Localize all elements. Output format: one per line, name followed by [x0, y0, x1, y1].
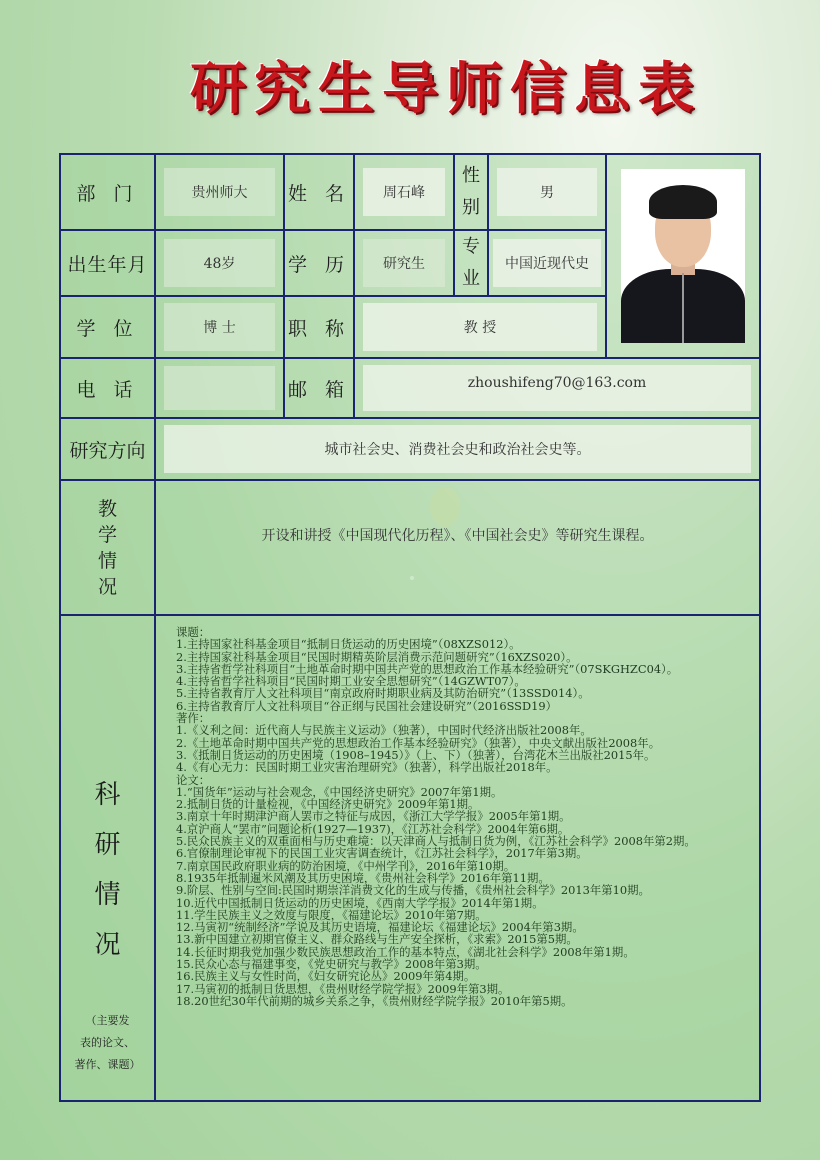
education-value: 研究生: [363, 239, 445, 287]
science-label-char: 情: [94, 880, 121, 910]
birth-value: 48岁: [164, 239, 275, 287]
paper-item: 11.学生民族主义之效度与限度，《福建论坛》2010年第7期。: [176, 907, 487, 922]
teaching-label-char: 况: [97, 575, 117, 598]
email-value: zhoushifeng70@163.com: [363, 365, 751, 411]
paper-item: 6.官僚制理论审视下的民国工业灾害调查统计，《江苏社会科学》，2017年第3期。: [176, 846, 588, 861]
phone-value: [164, 366, 275, 410]
research-direction-label: 研究方向: [60, 418, 155, 480]
title-cell: [354, 296, 606, 358]
teaching-label-char: 学: [97, 523, 117, 546]
photo-cell: [606, 154, 760, 358]
title-label: 职 称: [284, 296, 354, 358]
department-value: 贵州师大: [164, 168, 275, 216]
teaching-value: 开设和讲授《中国现代化历程》、《中国社会史》等研究生课程。: [155, 480, 760, 615]
major-value: 中国近现代史: [493, 239, 601, 287]
science-label-char: 科: [94, 780, 121, 810]
book-item: 4.《有心无力：民国时期工业灾害治理研究》（独著），科学出版社2018年。: [176, 760, 558, 775]
gender-label: [454, 154, 488, 230]
science-label: [60, 615, 155, 1101]
project-item: 3.主持省哲学社科项目“土地革命时期中国共产党的思想政治工作基本经验研究”（07SKGHZC04）。: [176, 661, 679, 676]
phone-label: 电 话: [60, 358, 155, 418]
project-item: 4.主持省哲学社科项目“民国时期工业安全思想研究”（14GZWT07）。: [176, 674, 526, 689]
paper-item: 3.南京十年时期津沪商人罢市之特征与成因，《浙江大学学报》2005年第1期。: [176, 809, 571, 824]
projects-list: [176, 638, 745, 712]
department-label: 部 门: [60, 154, 155, 230]
project-item: 5.主持省教育厅人文社科项目“南京政府时期职业病及其防治研究”（13SSD014）。: [176, 686, 590, 701]
project-item: 1.主持国家社科基金项目“抵制日货运动的历史困境”（08XZS012）。: [176, 637, 521, 652]
degree-value: 博 士: [164, 303, 275, 351]
teaching-label-char: 教: [97, 497, 117, 520]
paper-item: 10.近代中国抵制日货运动的历史困境，《西南大学学报》2014年第1期。: [176, 895, 544, 910]
science-content: [155, 615, 760, 1101]
paper-item: 1.“国货年”运动与社会观念，《中国经济史研究》2007年第1期。: [176, 784, 503, 799]
projects-heading: 课题：: [176, 625, 211, 639]
email-label: 邮 箱: [284, 358, 354, 418]
science-note-line: 表的论文、: [80, 1036, 135, 1049]
project-item: 2.主持国家社科基金项目“民国时期精英阶层消费示范问题研究”（16XZS020）。: [176, 649, 578, 664]
books-list: [176, 724, 745, 773]
degree-cell: [155, 296, 284, 358]
science-note-line: 著作、课题）: [74, 1058, 141, 1071]
major-cell: [488, 230, 606, 296]
degree-label: 学 位: [60, 296, 155, 358]
paper-item: 5.民众民族主义的双重面相与历史难境：以天津商人与抵制日货为例，《江苏社会科学》2008年第2期。: [176, 834, 696, 849]
gender-label-line2: 别: [462, 197, 480, 218]
education-label: 学 历: [284, 230, 354, 296]
advisor-photo: [621, 169, 745, 343]
teaching-label-char: 情: [97, 549, 117, 572]
science-label-char: 研: [94, 830, 121, 860]
book-item: 3.《抵制日货运动的历史困境（1908–1945）》（上、下）（独著），台湾花木兰出版社2015年。: [176, 747, 656, 762]
paper-item: 9.阶层、性别与空间:民国时期崇洋消费文化的生成与传播，《贵州社会科学》2013年第10期。: [176, 883, 650, 898]
gender-cell: [488, 154, 606, 230]
paper-item: 4.京沪商人“罢市”问题论析(1927—1937)，《江苏社会科学》2004年第6期。: [176, 821, 570, 836]
page-title: 研究生导师信息表: [190, 57, 702, 122]
paper-item: 17.马寅初的抵制日货思想，《贵州财经学院学报》2009年第3期。: [176, 981, 510, 996]
papers-list: [176, 786, 745, 1007]
department-cell: [155, 154, 284, 230]
name-cell: [354, 154, 454, 230]
name-value: 周石峰: [363, 168, 445, 216]
paper-item: 16.民族主义与女性时尚，《妇女研究论丛》2009年第4期。: [176, 969, 476, 984]
paper-item: 12.马寅初“统制经济”学说及其历史语境，福建论坛《福建论坛》2004年第3期。: [176, 920, 584, 935]
title-value: 教 授: [363, 303, 597, 351]
research-direction-value: 城市社会史、消费社会史和政治社会史等。: [164, 425, 751, 473]
major-label-line1: 专: [462, 236, 480, 257]
major-label: [454, 230, 488, 296]
books-heading: 著作：: [176, 711, 211, 726]
paper-item: 14.长征时期我党加强少数民族思想政治工作的基本特点，《湖北社会科学》2008年第1期。: [176, 944, 635, 959]
paper-item: 15.民众心态与福建事变，《党史研究与教学》2008年第3期。: [176, 957, 487, 972]
email-cell: [354, 358, 760, 418]
name-label: 姓 名: [284, 154, 354, 230]
birth-cell: [155, 230, 284, 296]
science-note-line: （主要发: [85, 1014, 130, 1027]
project-item: 6.主持省教育厅人文社科项目“谷正纲与民国社会建设研究”（2016SSD19）: [176, 698, 557, 713]
book-item: 1.《义利之间：近代商人与民族主义运动》（独著），中国时代经济出版社2008年。: [176, 723, 592, 738]
birth-label: 出生年月: [60, 230, 155, 296]
education-cell: [354, 230, 454, 296]
paper-item: 8.1935年抵制暹米风潮及其历史困境，《贵州社会科学》2016年第11期。: [176, 870, 550, 885]
gender-value: 男: [497, 168, 597, 216]
gender-label-line1: 性: [462, 165, 480, 186]
teaching-label: [60, 480, 155, 615]
paper-item: 13.新中国建立初期官僚主义、群众路线与生产安全探析，《求索》2015第5期。: [176, 932, 578, 947]
advisor-info-table: [59, 153, 761, 1102]
paper-item: 18.20世纪30年代前期的城乡关系之争，《贵州财经学院学报》2010年第5期。: [176, 993, 573, 1008]
papers-heading: 论文：: [176, 772, 211, 787]
paper-item: 2.抵制日货的计量检视，《中国经济史研究》2009年第1期。: [176, 797, 480, 812]
phone-cell: [155, 358, 284, 418]
science-label-char: 况: [94, 930, 121, 960]
major-label-line2: 业: [462, 268, 480, 289]
paper-item: 7.南京国民政府职业病的防治困境，《中州学刊》，2016年第10期。: [176, 858, 516, 873]
book-item: 2.《土地革命时期中国共产党的思想政治工作基本经验研究》（独著），中央文献出版社2008年。: [176, 735, 661, 750]
research-direction-cell: [155, 418, 760, 480]
